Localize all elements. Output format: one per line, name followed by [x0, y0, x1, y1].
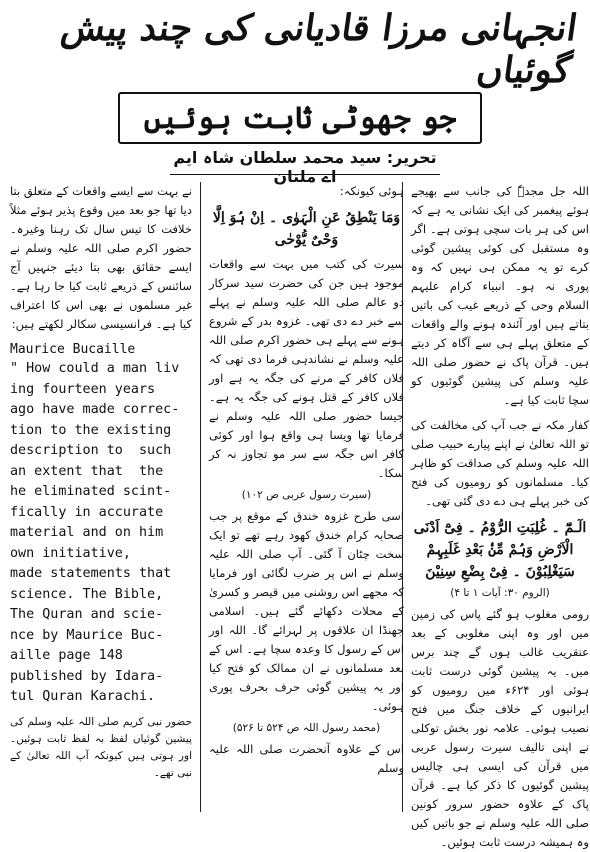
quote-line: nce by Maurice Buc- — [10, 627, 164, 643]
quran-verse: وَمَا یَنْطِقُ عَنِ الْہَوٰی ۔ اِنْ ہُوَ اِلَّا وَحْیٌ یُّوْحٰی — [212, 210, 401, 248]
quote-line: ing fourteen years — [10, 381, 156, 397]
subheadline-box — [118, 92, 482, 144]
quote-line: material and on him — [10, 525, 164, 540]
headline: انجہانی مرزا قادیانی کی چند پیش گوئیاں — [58, 7, 580, 91]
paragraph: کفار مکہ نے جب آپ کی مخالفت کی تو اللہ تعالیٰ نے اپنے پیارے حبیب صلی اللہ علیہ وسلم کی صداقت کو ظاہر کیا۔ مسلمانوں کو رومیوں کی فتح کی خبر پہلے ہی دے دی گئی تھی۔ — [411, 418, 589, 508]
verse-reference: (الروم ۳۰: آیات ۱ تا ۴) — [450, 587, 550, 599]
quote-line: he eliminated scint- — [10, 484, 172, 499]
quran-verse: الٓـمّٓ ۔ غُلِبَتِ الرُّوْمُ ۔ فِیْٓ اَدْنَی الْاَرْضِ وَہُمْ مِّنْۢ بَعْدِ غَلَبِہِمْ سَیَغْلِبُوْنَ ۔ فِیْ بِضْعِ سِنِیْنَ — [413, 520, 587, 580]
paragraph: رومی مغلوب ہو گئے پاس کی زمین میں اور وہ اپنی مغلوبی کے بعد عنقریب غالب ہوں گے چند برس میں۔ یہ پیشین گوئی درست ثابت ہوئی اور ۶۲۴ء میں رومیوں کو ایرانیوں کے خلاف جنگ میں فتح نصیب ہوئی۔ علامہ نور بخش توکلی نے اپنی تالیف سیرت رسول عربی میں قرآن کی ایسی ہی چالیس پیشین گوئیوں کا ذکر کیا ہے۔ قرآن پاک کے علاوہ حضور سرور کونین صلی اللہ علیہ وسلم نے جو باتیں کیں وہ ہمیشہ درست ثابت ہوئیں۔ — [411, 607, 589, 849]
paragraph: اللہ جل مجدہٗ کی جانب سے بھیجے ہوئے پیغمبر کی ایک نشانی یہ ہے کہ اس کی ہر بات سچی ہوتی ہے۔ اگر وہ مستقبل کی کوئی پیشین گوئی کرے تو یہ ممکن ہی نہیں کہ وہ پوری نہ ہو۔ انبیاء کرام علیہم السلام وحی کے ذریعے غیب کی باتیں بتاتے ہیں اور آئندہ ہونے والے واقعات کے متعلق پہلے ہی سے آگاہ کر دیتے ہیں۔ قرآن پاک نے حضور صلی اللہ علیہ وسلم کی پیشین گوئیوں کو سچا ثابت کیا ہے۔ — [411, 184, 589, 407]
quote-line: description to such — [10, 443, 172, 458]
intro-text: ہوئی کیونکہ: — [339, 184, 404, 198]
subheadline: جو جھوٹی ثابت ہوئیں — [143, 100, 457, 136]
closing-text: حضور نبی کریم صلی اللہ علیہ وسلم کی پیشین گوئیاں لفظ بہ لفظ ثابت ہوئیں۔ اور ہوتی ہیں کیونکہ آپ اللہ تعالیٰ کے نبی تھے۔ — [10, 715, 192, 779]
byline: تحریر: سید محمد سلطان شاہ ایم اے ملتان — [170, 148, 440, 175]
english-quote — [10, 359, 192, 708]
paragraph: سیرت کی کتب میں بہت سے واقعات موجود ہیں جن کی حضرت سید سرکار دو عالم صلی اللہ علیہ وسلم نے پہلے سے خبر دے دی تھی۔ غزوہ بدر کے شروع ہونے سے پہلے ہی حضور اکرم صلی اللہ علیہ وسلم نے نشاندہی فرما دی تھی کہ فلاں کافر کے مرنے کی جگہ یہ ہے اور فلاں کافر کے قتل ہونے کی جگہ یہ ہے۔ جیسا حضور صلی اللہ علیہ وسلم نے فرمایا تھا ویسا ہی واقع ہوا اور کوئی کافر اس جگہ سے سر مو تجاوز نہ کر سکا۔ — [209, 257, 404, 480]
quote-line: fically in accurate — [10, 504, 164, 520]
column-middle — [200, 182, 404, 812]
reference: (سیرت رسول عربی ص ۱۰۲) — [241, 489, 372, 501]
column-right — [402, 182, 589, 849]
paragraph: نے بہت سے ایسے واقعات کے متعلق بتا دیا تھا جو بعد میں وقوع پذیر ہوئے مثلاً خلافت کا تیس سال تک رہنا وغیرہ۔ حضور اکرم صلی اللہ علیہ وسلم نے ایسے حقائق بھی بتا دیئے جنہیں آج سائنس کے ذریعے ثابت کیا جا رہا ہے۔ غیر مسلموں نے بھی اس کا اعتراف کیا ہے۔ فرانسیسی سکالر لکھتے ہیں: — [10, 184, 192, 331]
quote-line: ago have made correc- — [10, 402, 180, 417]
closing-text: اس کے علاوہ آنحضرت صلی اللہ علیہ وسلم — [209, 742, 404, 775]
column-left — [10, 182, 192, 812]
quote-line: made statements that — [10, 566, 172, 581]
reference: (محمد رسول اللہ ص ۵۲۴ تا ۵۲۶) — [232, 722, 381, 734]
paragraph: اسی طرح غزوہ خندق کے موقع پر جب صحابہ کرام خندق کھود رہے تھے تو ایک سخت چٹان آ گئی۔ آپ صلی اللہ علیہ وسلم نے اس پر ضرب لگائی اور فرمایا کہ مجھے اس روشنی میں قیصر و کسریٰ کے محلات دکھائے گئے ہیں۔ اسلامی جھنڈا ان علاقوں پر لہرائے گا۔ اللہ اور اس کے رسول کا وعدہ سچا ہے۔ اس کے بعد مسلمانوں نے ان ممالک کو فتح کیا اور یہ پیشین گوئی حرف بحرف پوری ہوئی۔ — [209, 509, 404, 713]
quote-line: " How could a man liv — [10, 361, 180, 376]
quote-line: tion to the existing — [10, 422, 172, 438]
quote-line: an extent that the — [10, 463, 164, 479]
quote-line: science. The Bible, — [10, 586, 164, 602]
quote-line: published by Idara- — [10, 668, 164, 684]
quote-line: The Quran and scie- — [10, 607, 164, 622]
quote-line: aille page 148 — [10, 648, 123, 663]
quote-line: tul Quran Karachi. — [10, 689, 156, 704]
quoted-author: Maurice Bucaille — [10, 342, 136, 357]
quote-line: own initiative, — [10, 545, 131, 561]
